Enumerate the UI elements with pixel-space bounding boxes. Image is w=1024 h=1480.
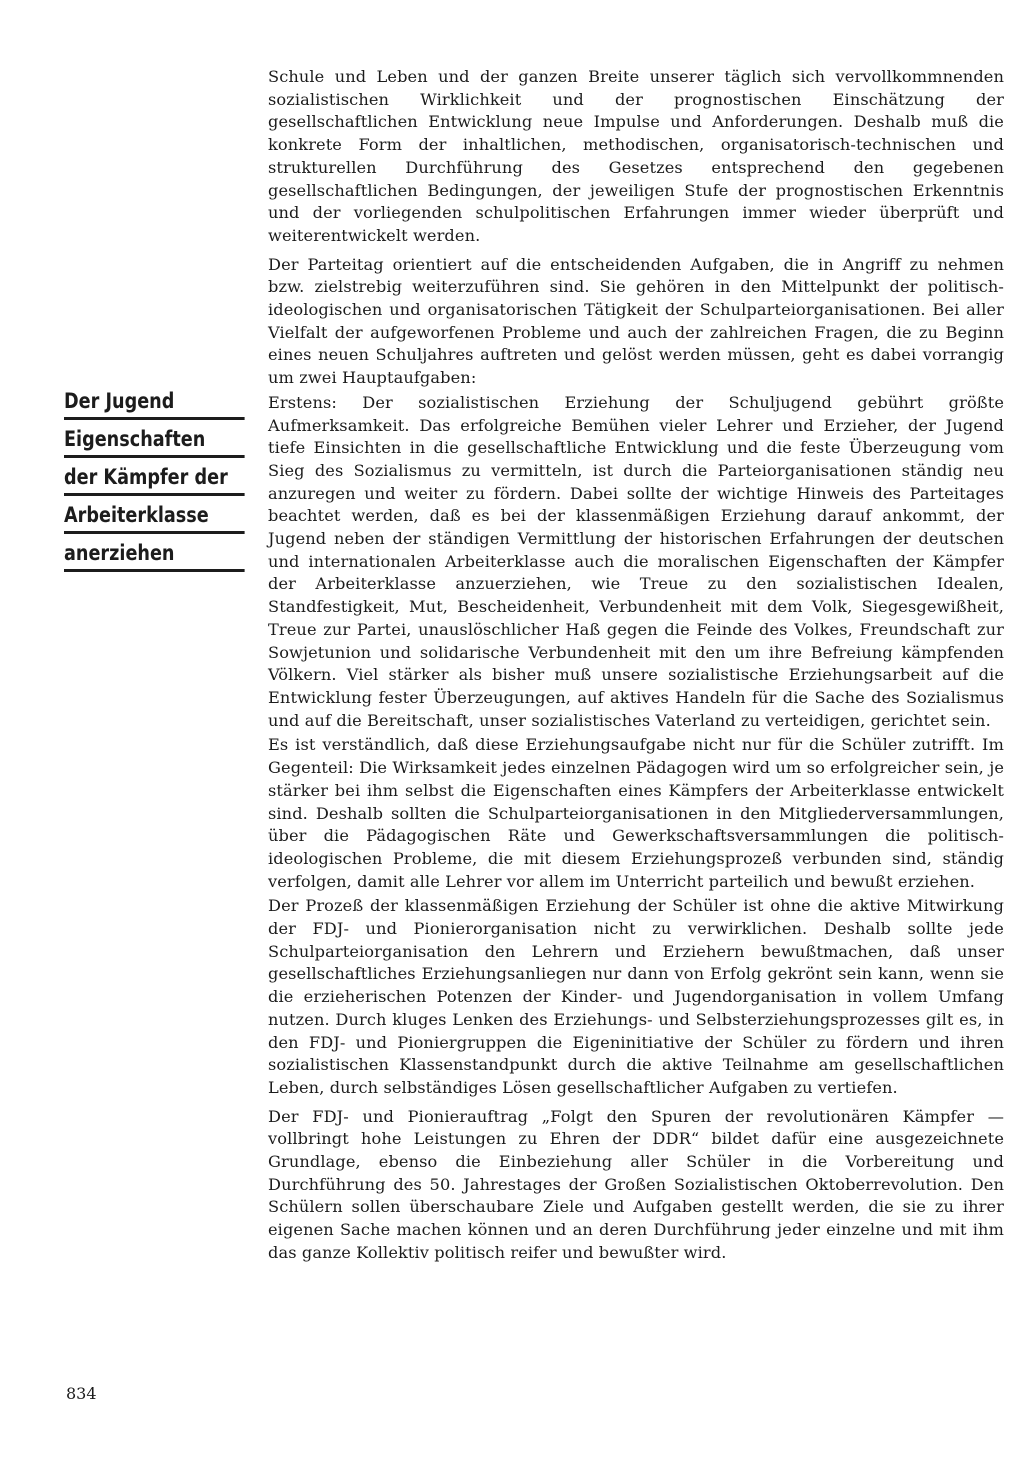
paragraph: Der Prozeß der klassenmäßigen Erziehung der Schüler ist ohne die aktive Mitwirkung der FDJ- und Pionierorganisation nicht zu verwirklichen. Deshalb sollte jede Schulparteiorganisation den Lehrern und Erziehern bewußtmachen, daß unser gesellschaftliches Erziehungsanliegen nur dann von Erfolg gekrönt sein kann, wenn sie die erzieherischen Potenzen der Kinder- und Jugendorganisation in vollem Umfang nutzen. Durch kluges Lenken des Erziehungs- und Selbsterziehungsprozesses gilt es, in den FDJ- und Pioniergruppen die Eigeninitiative der Schüler zu fördern und ihren sozialistischen Klassenstandpunkt durch die aktive Teilnahme am gesellschaftlichen Leben, durch selbständiges Lösen gesellschaftlicher Aufgaben zu vertiefen. <box>268 896 1004 1097</box>
paragraph: Erstens: Der sozialistischen Erziehung der Schuljugend gebührt größte Aufmerksamkeit. Das erfolgreiche Bemühen vieler Lehrer und Erzieher, der Jugend tiefe Einsichten in die gesellschaftliche Entwicklung und die feste Überzeugung vom Sieg des Sozialismus zu vermitteln, ist durch die Parteiorganisationen ständig neu anzuregen und weiter zu fördern. Dabei sollte der wichtige Hinweis des Parteitages beachtet werden, daß es bei der klassenmäßigen Erziehung darauf ankommt, der Jugend neben der ständigen Vermittlung der historischen Erfahrungen der deutschen und internationalen Arbeiterklasse auch die moralischen Eigenschaften der Kämpfer der Arbeiterklasse anzuerziehen, wie Treue zu den sozialistischen Idealen, Standfestigkeit, Mut, Bescheidenheit, Verbundenheit mit dem Volk, Siegesgewißheit, Treue zur Partei, unauslöschlicher Haß gegen die Feinde des Volkes, Freundschaft zur Sowjetunion und solidarische Verbundenheit mit den um ihre Befreiung kämpfenden Völkern. Viel stärker als bisher muß unsere sozialistische Erziehungsarbeit auf die Entwicklung fester Überzeugungen, auf aktives Handeln für die Sache des Sozialismus und auf die Bereitschaft, unser sozialistisches Vaterland zu verteidigen, gerichtet sein. <box>268 392 1004 730</box>
paragraph: Der Parteitag orientiert auf die entscheidenden Aufgaben, die in Angriff zu nehmen bzw. zielstrebig weiterzuführen sind. Sie gehören in den Mittelpunkt der politisch-ideologischen und organisatorischen Tätigkeit der Schulparteiorganisationen. Bei aller Vielfalt der aufgeworfenen Probleme und auch der zahlreichen Fragen, die zu Beginn eines neuen Schuljahres auftreten und gelöst werden müssen, geht es dabei vorrangig um zwei Hauptaufgaben: <box>268 254 1004 388</box>
sidebar-heading-line: Arbeiterklasse <box>64 496 245 534</box>
page-number: 834 <box>66 1384 97 1403</box>
body-text <box>268 66 1004 1267</box>
paragraph: Es ist verständlich, daß diese Erziehungsaufgabe nicht nur für die Schüler zutrifft. Im Gegenteil: Die Wirksamkeit jedes einzelnen Pädagogen wird um so erfolgreicher sein, je stärker bei ihm selbst die Eigenschaften eines Kämpfers der Arbeiterklasse entwickelt sind. Deshalb sollten die Schulparteiorganisationen in den Mitgliederversammlungen, über die Pädagogischen Räte und Gewerkschaftsversammlungen die politisch-ideologischen Probleme, die mit diesem Erziehungsprozeß verbunden sind, ständig verfolgen, damit alle Lehrer vor allem im Unterricht parteilich und bewußt erziehen. <box>268 735 1004 891</box>
sidebar-heading-line: der Kämpfer der <box>64 458 245 496</box>
sidebar-heading-line: Der Jugend <box>64 382 245 420</box>
sidebar-heading-line: anerziehen <box>64 534 245 572</box>
paragraph: Schule und Leben und der ganzen Breite unserer täglich sich vervollkommnenden sozialistischen Wirklichkeit und der prognostischen Einschätzung der gesellschaftlichen Entwicklung neue Impulse und Anforderungen. Deshalb muß die konkrete Form der inhaltlichen, methodischen, organisatorisch-technischen und strukturellen Durchführung des Gesetzes entsprechend den gegebenen gesellschaftlichen Bedingungen, der jeweiligen Stufe der prognostischen Erkenntnis und der vorliegenden schulpolitischen Erfahrungen immer wieder überprüft und weiterentwickelt werden. <box>268 67 1004 245</box>
sidebar-heading <box>64 382 228 572</box>
sidebar-heading-line: Eigenschaften <box>64 420 245 458</box>
paragraph: Der FDJ- und Pionierauftrag „Folgt den Spuren der revolutionären Kämpfer — vollbringt hohe Leistungen zu Ehren der DDR“ bildet dafür eine ausgezeichnete Grundlage, ebenso die Einbeziehung aller Schüler in die Vorbereitung und Durchführung des 50. Jahrestages der Großen Sozialistischen Oktoberrevolution. Den Schülern sollen überschaubare Ziele und Aufgaben gestellt werden, die sie zu ihrer eigenen Sache machen können und an deren Durchführung jeder einzelne und mit ihm das ganze Kollektiv politisch reifer und bewußter wird. <box>268 1106 1004 1262</box>
